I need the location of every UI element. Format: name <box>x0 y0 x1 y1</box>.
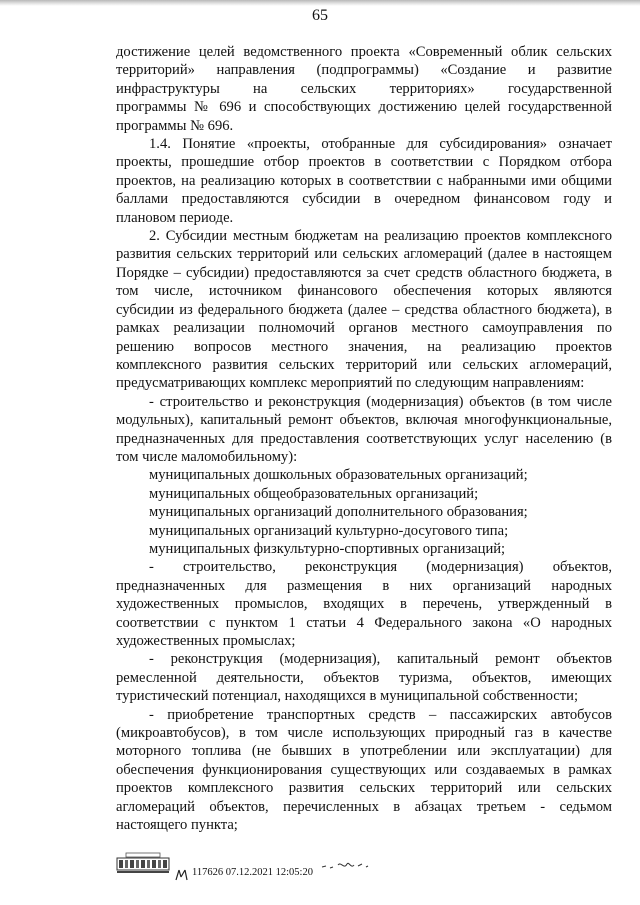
text-line: - строительство, реконструкция (модернизация) объектов, <box>149 559 612 576</box>
text-line: - приобретение транспортных средств – пассажирских автобусов <box>149 706 612 723</box>
text-line: субсидии из федерального бюджета (далее – средства областного бюджета), в <box>116 301 612 318</box>
text-line: проекты, прошедшие отбор проектов в соответствии с Порядком отбора <box>116 154 612 171</box>
text-line: баллами предоставляются субсидии в очередном финансовом году и <box>116 191 612 208</box>
text-line: муниципальных общеобразовательных организаций; <box>149 485 479 502</box>
text-line: проектов комплексного развития сельских территорий или сельских <box>116 780 612 797</box>
text-line: муниципальных физкультурно-спортивных организаций; <box>149 540 506 557</box>
text-line: муниципальных организаций дополнительного образования; <box>149 504 528 521</box>
text-line: комплексного развития сельских территорий или сельских агломераций, <box>116 356 612 373</box>
text-line: предназначенных для предоставления соответствующих услуг населению (в <box>116 430 612 447</box>
text-line: настоящего пункта; <box>116 817 238 834</box>
signature-scribble <box>320 858 376 872</box>
text-line: моторного топлива (не бывших в употреблении или эксплуатации) для <box>116 743 612 760</box>
text-line: агломераций объектов, перечисленных в абзацах третьем - седьмом <box>116 798 612 815</box>
text-line: художественных промыслах; <box>116 633 296 649</box>
text-line: развития сельских территорий или сельских агломераций (далее в настоящем <box>116 246 612 263</box>
registration-mark-icon <box>174 868 190 882</box>
text-line: плановом периоде. <box>116 209 234 226</box>
document-body <box>116 43 612 834</box>
text-line: - строительство и реконструкция (модернизация) объектов (в том числе <box>149 393 612 410</box>
text-line: программы № 696 и способствующих достижению целей государственной <box>116 99 612 116</box>
text-line: 1.4. Понятие «проекты, отобранные для субсидирования» означает <box>149 136 612 153</box>
electronic-document-logo-icon <box>116 852 170 874</box>
text-line: программы № 696. <box>116 117 234 134</box>
text-line: туристический потенциал, находящихся в муниципальной собственности; <box>116 688 579 705</box>
registration-stamp: 117626 07.12.2021 12:05:20 <box>192 867 313 878</box>
text-line: 2. Субсидии местным бюджетам на реализацию проектов комплексного <box>149 228 612 245</box>
text-line: обеспечения функционирования существующих или создаваемых в рамках <box>116 761 612 778</box>
text-line: том числе маломобильному): <box>116 448 298 465</box>
text-line: территорий» направления (подпрограммы) «Создание и развитие <box>116 62 612 79</box>
text-line: Порядке – субсидии) предоставляются за счет средств областного бюджета, в <box>116 264 612 281</box>
text-line: художественных промыслов, входящих в перечень, утвержденный в <box>116 596 612 613</box>
text-line: модульных), капитальный ремонт объектов, включая многофункциональные, <box>116 412 612 429</box>
text-line: ремесленной деятельности, объектов туризма, объектов, имеющих <box>116 669 612 686</box>
page-number: 65 <box>312 7 328 24</box>
text-line: соответствии с пунктом 1 статьи 4 Федерального закона «О народных <box>116 614 612 631</box>
text-line: рамках реализации полномочий органов местного самоуправления по <box>116 320 612 337</box>
text-line: проектов, на реализацию которых в соответствии с набранными ими общими <box>116 172 612 189</box>
text-line: достижение целей ведомственного проекта «Современный облик сельских <box>116 44 612 60</box>
text-line: муниципальных организаций культурно-досугового типа; <box>149 522 509 539</box>
text-line: инфраструктуры на сельских территориях» государственной <box>116 80 612 97</box>
text-line: (микроавтобусов), в том числе использующих природный газ в качестве <box>116 725 612 742</box>
text-line: - реконструкция (модернизация), капитальный ремонт объектов <box>149 651 612 668</box>
text-line: том числе, источником финансового обеспечения которых являются <box>116 283 612 300</box>
text-line: решению вопросов местного значения, на реализацию проектов <box>116 338 612 355</box>
text-line: предусматривающих комплекс мероприятий по следующим направлениям: <box>116 375 585 392</box>
text-line: муниципальных дошкольных образовательных организаций; <box>149 467 528 484</box>
text-line: предназначенных для размещения в них организаций народных <box>116 577 612 594</box>
page-footer <box>116 852 616 892</box>
